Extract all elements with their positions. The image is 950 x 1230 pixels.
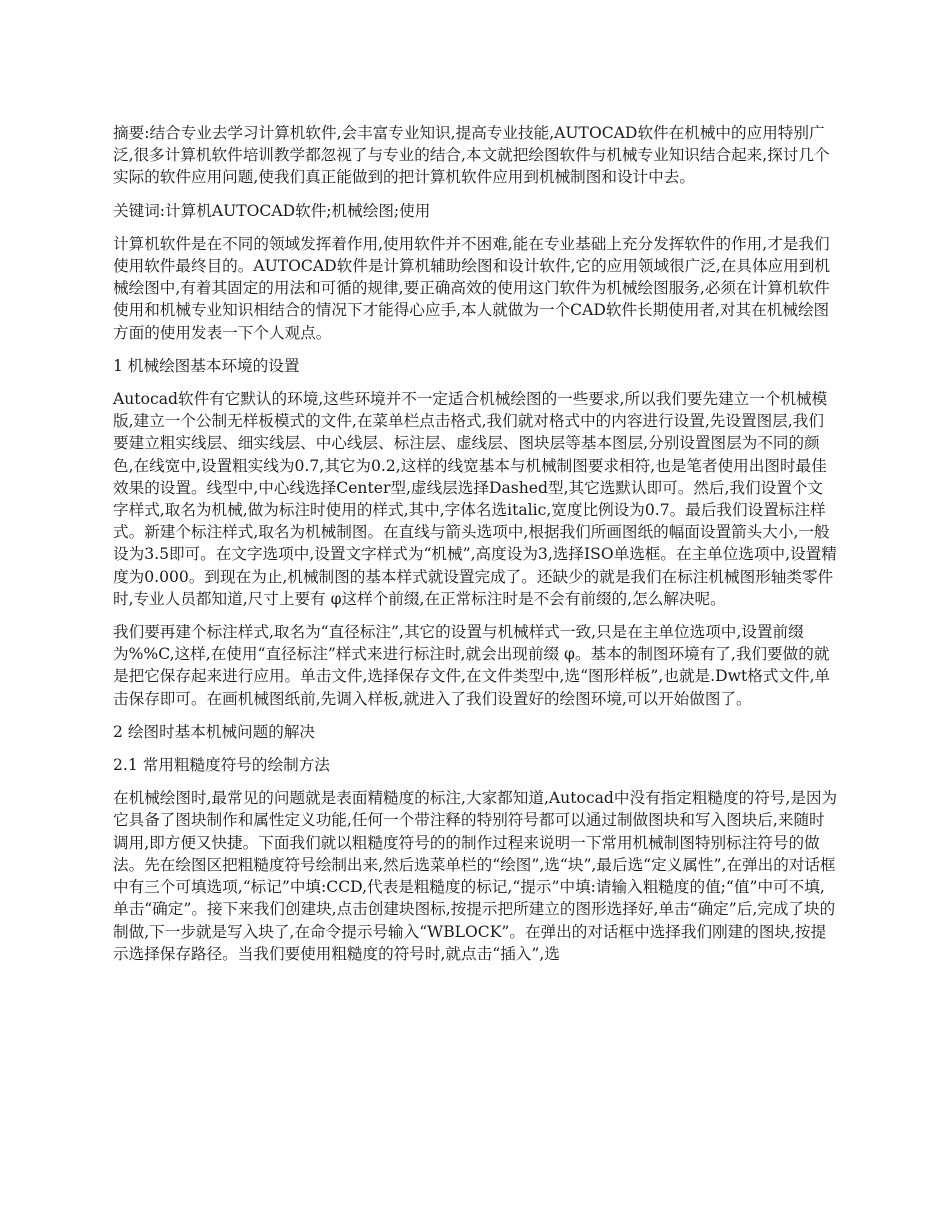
section-2-1-paragraph: 在机械绘图时,最常见的问题就是表面精糙度的标注,大家都知道,Autocad中没有指定粗糙度的符号,是因为它具备了图块制作和属性定义功能,任何一个带注释的特别符号都可以通过制做图块和写入图块后,来随时调用,即方便又快捷。下面我们就以粗糙度符号的的制作过程来说明一下常用机械制图特别标注符号的做法。先在绘图区把粗糙度符号绘制出来,然后选菜单栏的“绘图”,选“块”,最后选“定义属性”,在弹出的对话框中有三个可填选项,“标记”中填:CCD,代表是粗糙度的标记,“提示”中填:请输入粗糙度的值;“值”中可不填,单击“确定”。接下来我们创建块,点击创建块图标,按提示把所建立的图形选择好,单击“确定”后,完成了块的制做,下一步就是写入块了,在命令提示号输入“WBLOCK”。在弹出的对话框中选择我们刚建的图块,按提示选择保存路径。当我们要使用粗糙度的符号时,就点击“插入”,选 xyxy=(113,789,838,963)
section-2-1-heading: 2.1 常用粗糙度符号的绘制方法 xyxy=(113,756,330,775)
section-2-heading: 2 绘图时基本机械问题的解决 xyxy=(113,722,316,741)
abstract-paragraph: 摘要:结合专业去学习计算机软件,会丰富专业知识,提高专业技能,AUTOCAD软件在机械中的应用特别广泛,很多计算机软件培训教学都忽视了与专业的结合,本文就把绘图软件与机械专业知识结合起来,探讨几个实际的软件应用问题,使我们真正能做到的把计算机软件应用到机械制图和设计中去。 xyxy=(113,124,830,187)
section-1-heading: 1 机械绘图基本环境的设置 xyxy=(113,356,300,375)
section-1-paragraph-1: Autocad软件有它默认的环境,这些环境并不一定适合机械绘图的一些要求,所以我们要先建立一个机械模版,建立一个公制无样板模式的文件,在菜单栏点击格式,我们就对格式中的内容进行设置,先设置图层,我们要建立粗实线层、细实线层、中心线层、标注层、虚线层、图块层等基本图层,分别设置图层为不同的颜色,在线宽中,设置粗实线为0.7,其它为0.2,这样的线宽基本与机械制图要求相符,也是笔者使用出图时最佳效果的设置。线型中,中心线选择Center型,虚线层选择Dashed型,其它选默认即可。然后,我们设置个文字样式,取名为机械,做为标注时使用的样式,其中,字体名选italic,宽度比例设为0.7。最后我们设置标注样式。新建个标注样式,取名为机械制图。在直线与箭头选项中,根据我们所画图纸的幅面设置箭头大小,一般设为3.5即可。在文字选项中,设置文字样式为“机械”,高度设为3,选择ISO单选框。在主单位选项中,设置精度为0.000。到现在为止,机械制图的基本样式就设置完成了。还缺少的就是我们在标注机械图形轴类零件时,专业人员都知道,尺寸上要有 φ这样个前缀,在正常标注时是不会有前缀的,怎么解决呢。 xyxy=(113,390,837,608)
intro-paragraph: 计算机软件是在不同的领域发挥着作用,使用软件并不困难,能在专业基础上充分发挥软件的作用,才是我们使用软件最终目的。AUTOCAD软件是计算机辅助绘图和设计软件,它的应用领域很广泛,在具体应用到机械绘图中,有着其固定的用法和可循的规律,要正确高效的使用这门软件为机械绘图服务,必须在计算机软件使用和机械专业知识相结合的情况下才能得心应手,本人就做为一个CAD软件长期使用者,对其在机械绘图方面的使用发表一下个人观点。 xyxy=(113,234,830,342)
document-page xyxy=(113,122,838,976)
section-1-paragraph-2: 我们要再建个标注样式,取名为“直径标注”,其它的设置与机械样式一致,只是在主单位选项中,设置前缀为%%C,这样,在使用“直径标注”样式来进行标注时,就会出现前缀 φ。基本的制图环境有了,我们要做的就是把它保存起来进行应用。单击文件,选择保存文件,在文件类型中,选“图形样板”,也就是.Dwt格式文件,单击保存即可。在画机械图纸前,先调入样板,就进入了我们设置好的绘图环境,可以开始做图了。 xyxy=(113,623,831,708)
keywords-paragraph: 关键词:计算机AUTOCAD软件;机械绘图;使用 xyxy=(113,201,431,220)
